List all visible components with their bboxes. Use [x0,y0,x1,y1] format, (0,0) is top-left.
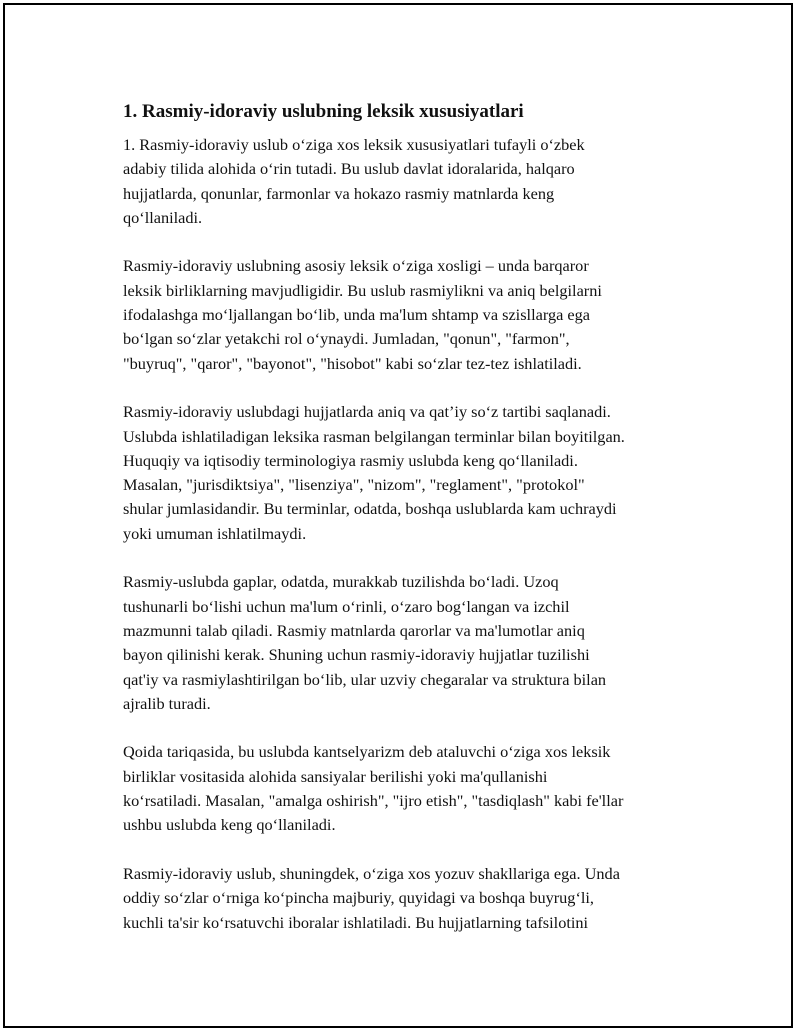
paragraph [123,133,703,230]
paragraph-line: ushbu uslubda keng qo‘llaniladi. [123,815,336,835]
paragraph-line: Qoida tariqasida, bu uslubda kantselyarizm deb ataluvchi o‘ziga xos leksik [123,742,611,762]
paragraph-line: 1. Rasmiy-idoraviy uslub o‘ziga xos leksik xususiyatlari tufayli o‘zbek [123,135,585,154]
paragraph-line: qat'iy va rasmiylashtirilgan bo‘lib, ular uzviy chegaralar va struktura bilan [123,669,607,689]
paragraph-line: adabiy tilida alohida o‘rin tutadi. Bu uslub davlat idoralarida, halqaro [123,159,575,179]
paragraph-line: hujjatlarda, qonunlar, farmonlar va hokazo rasmiy matnlarda keng [123,183,555,203]
paragraph-line: shular jumlasidandir. Bu terminlar, odatda, boshqa uslublarda kam uchraydi [123,499,617,519]
paragraph-line: Rasmiy-idoraviy uslubdagi hujjatlarda aniq va qat’iy so‘z tartibi saqlanadi. [123,402,611,422]
paragraph-line: tushunarli bo‘lishi uchun ma'lum o‘rinli, o‘zaro bog‘langan va izchil [123,596,570,616]
paragraph-line: ifodalashga mo‘ljallangan bo‘lib, unda ma'lum shtamp va szisllarga ega [123,305,590,325]
paragraph-line: Huquqiy va iqtisodiy terminologiya rasmiy uslubda keng qo‘llaniladi. [123,450,578,470]
paragraph-line: Rasmiy-idoraviy uslubning asosiy leksik o‘ziga xosligi – unda barqaror [123,256,589,276]
paragraph-line: birliklar vositasida alohida sansiyalar berilishi yoki ma'qullanishi [123,766,548,786]
paragraph-line: ko‘rsatiladi. Masalan, "amalga oshirish", "ijro etish", "tasdiqlash" kabi fe'llar [123,791,624,811]
paragraph-line: Rasmiy-idoraviy uslub, shuningdek, o‘ziga xos yozuv shakllariga ega. Unda [123,863,620,883]
paragraph-line: mazmunni talab qiladi. Rasmiy matnlarda qarorlar va ma'lumotlar aniq [123,620,585,640]
paragraph-line: yoki umuman ishlatilmaydi. [123,523,307,543]
paragraph [123,400,703,546]
paragraph-line: "buyruq", "qaror", "bayonot", "hisobot" kabi so‘zlar tez-tez ishlatiladi. [123,353,582,373]
paragraph-line: bo‘lgan so‘zlar yetakchi rol o‘ynaydi. Jumladan, "qonun", "farmon", [123,329,570,349]
document-content [123,99,703,959]
paragraph-line: ajralib turadi. [123,693,211,713]
paragraph-line: kuchli ta'sir ko‘rsatuvchi iboralar ishlatiladi. Bu hujjatlarning tafsilotini [123,912,589,932]
paragraph-line: qo‘llaniladi. [123,207,203,227]
paragraph-line: bayon qilinishi kerak. Shuning uchun rasmiy-idoraviy hujjatlar tuzilishi [123,645,590,665]
paragraph-line: Rasmiy-uslubda gaplar, odatda, murakkab tuzilishda bo‘ladi. Uzoq [123,572,559,592]
paragraph [123,570,703,716]
page-frame [3,3,793,1028]
paragraph-line: oddiy so‘zlar o‘rniga ko‘pincha majburiy, quyidagi va boshqa buyrug‘li, [123,888,594,908]
document-title: 1. Rasmiy-idoraviy uslubning leksik xususiyatlari [123,101,524,122]
paragraph-line: leksik birliklarning mavjudligidir. Bu uslub rasmiylikni va aniq belgilarni [123,280,602,300]
paragraph-list [123,133,703,935]
paragraph [123,862,703,935]
paragraph [123,740,703,837]
paragraph-line: Masalan, "jurisdiktsiya", "lisenziya", "nizom", "reglament", "protokol" [123,475,585,495]
paragraph [123,254,703,375]
paragraph-line: Uslubda ishlatiladigan leksika rasman belgilangan terminlar bilan boyitilgan. [123,426,625,446]
